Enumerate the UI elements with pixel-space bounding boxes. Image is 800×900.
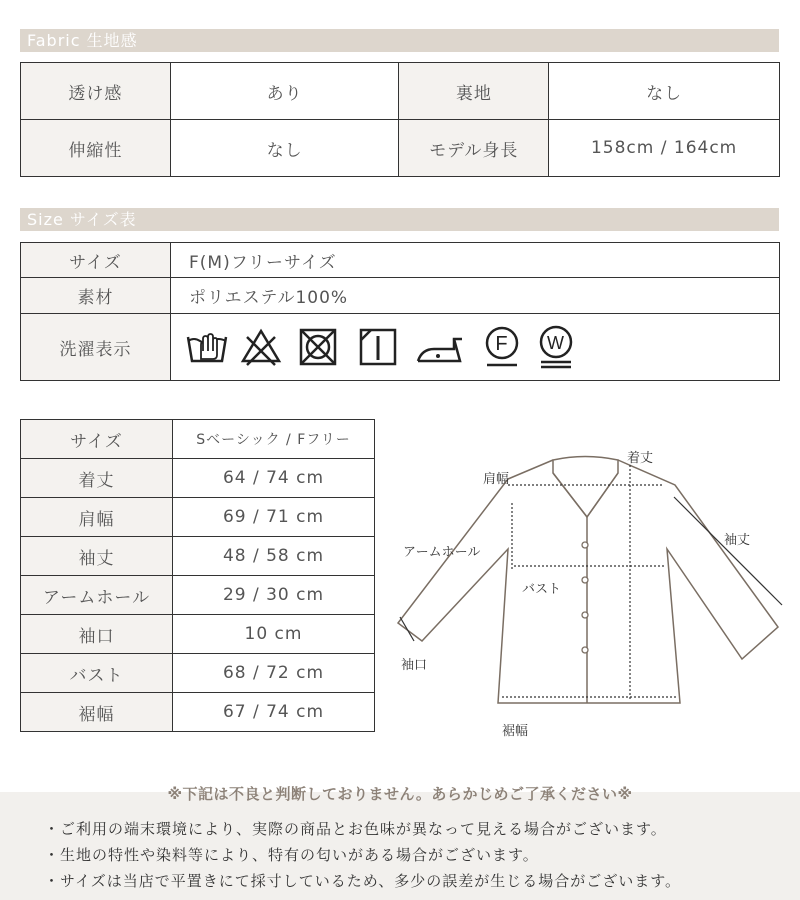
table-row xyxy=(21,654,375,693)
measurement-label: 裾幅 xyxy=(21,693,173,732)
diagram-label-shoulder: 肩幅 xyxy=(483,471,510,486)
measurement-value: 29 / 30 cm xyxy=(173,576,375,615)
measurement-header-value: Sベーシック / Fフリー xyxy=(173,420,375,459)
table-header-row xyxy=(21,420,375,459)
dry-clean-f-icon xyxy=(482,325,522,369)
table-row xyxy=(21,615,375,654)
no-tumble-dry-icon xyxy=(298,327,338,367)
size-label: サイズ xyxy=(21,243,171,278)
care-icons-cell xyxy=(171,314,780,381)
care-icons xyxy=(172,324,778,370)
table-row xyxy=(21,63,780,120)
measurement-label: 袖丈 xyxy=(21,537,173,576)
note-line: ・生地の特性や染料等により、特有の匂いがある場合がございます。 xyxy=(44,846,539,864)
fabric-label-transparency: 透け感 xyxy=(21,63,171,120)
measurement-label: 着丈 xyxy=(21,459,173,498)
diagram-label-bust: バスト xyxy=(522,581,562,596)
measurement-value: 64 / 74 cm xyxy=(173,459,375,498)
measurement-label: アームホール xyxy=(21,576,173,615)
measurement-value: 67 / 74 cm xyxy=(173,693,375,732)
measurement-value: 69 / 71 cm xyxy=(173,498,375,537)
table-row xyxy=(21,576,375,615)
fabric-value-transparency: あり xyxy=(170,63,399,120)
table-row xyxy=(21,314,780,381)
diagram-label-sleeve: 袖丈 xyxy=(724,532,751,547)
note-line: ・ご利用の端末環境により、実際の商品とお色味が異なって見える場合がございます。 xyxy=(44,820,667,838)
measurement-label: バスト xyxy=(21,654,173,693)
diagram-label-length: 着丈 xyxy=(627,450,654,465)
table-row xyxy=(21,537,375,576)
fabric-label-lining: 裏地 xyxy=(399,63,549,120)
measurement-value: 48 / 58 cm xyxy=(173,537,375,576)
diagram-label-hem: 裾幅 xyxy=(502,723,529,738)
notes-title: ※下記は不良と判断しておりません。あらかじめご了承ください※ xyxy=(167,785,633,803)
size-info-table xyxy=(20,242,780,381)
fabric-value-lining: なし xyxy=(549,63,780,120)
measurement-value: 10 cm xyxy=(173,615,375,654)
fabric-table xyxy=(20,62,780,177)
table-row xyxy=(21,278,780,314)
table-row xyxy=(21,693,375,732)
size-section-header: Size サイズ表 xyxy=(20,208,779,231)
measurement-value: 68 / 72 cm xyxy=(173,654,375,693)
fabric-section-header: Fabric 生地感 xyxy=(20,29,779,52)
note-line: ・サイズは当店で平置きにて採寸しているため、多少の誤差が生じる場合がございます。 xyxy=(44,872,682,890)
fabric-label-stretch: 伸縮性 xyxy=(21,120,171,177)
size-value: F(M)フリーサイズ xyxy=(171,243,780,278)
hand-wash-icon xyxy=(184,325,232,369)
no-bleach-icon xyxy=(240,325,282,369)
care-label: 洗濯表示 xyxy=(21,314,171,381)
material-value: ポリエステル100% xyxy=(171,278,780,314)
diagram-label-armhole: アームホール xyxy=(403,544,481,559)
table-row xyxy=(21,120,780,177)
fabric-label-model-height: モデル身長 xyxy=(399,120,549,177)
measurement-table xyxy=(20,419,375,732)
line-dry-shade-icon xyxy=(358,327,398,367)
material-label: 素材 xyxy=(21,278,171,314)
svg-text:W: W xyxy=(547,333,565,353)
table-row xyxy=(21,243,780,278)
measurement-label: 袖口 xyxy=(21,615,173,654)
diagram-label-cuff: 袖口 xyxy=(401,657,428,672)
iron-low-icon xyxy=(414,327,466,367)
svg-text:F: F xyxy=(495,333,509,355)
collar-fold xyxy=(553,473,618,517)
measurement-label: 肩幅 xyxy=(21,498,173,537)
table-row xyxy=(21,459,375,498)
wet-clean-w-icon xyxy=(536,324,576,370)
fabric-value-stretch: なし xyxy=(170,120,399,177)
table-row xyxy=(21,498,375,537)
measurement-header-label: サイズ xyxy=(21,420,173,459)
shirt-measurement-diagram xyxy=(390,445,790,745)
fabric-value-model-height: 158cm / 164cm xyxy=(549,120,780,177)
